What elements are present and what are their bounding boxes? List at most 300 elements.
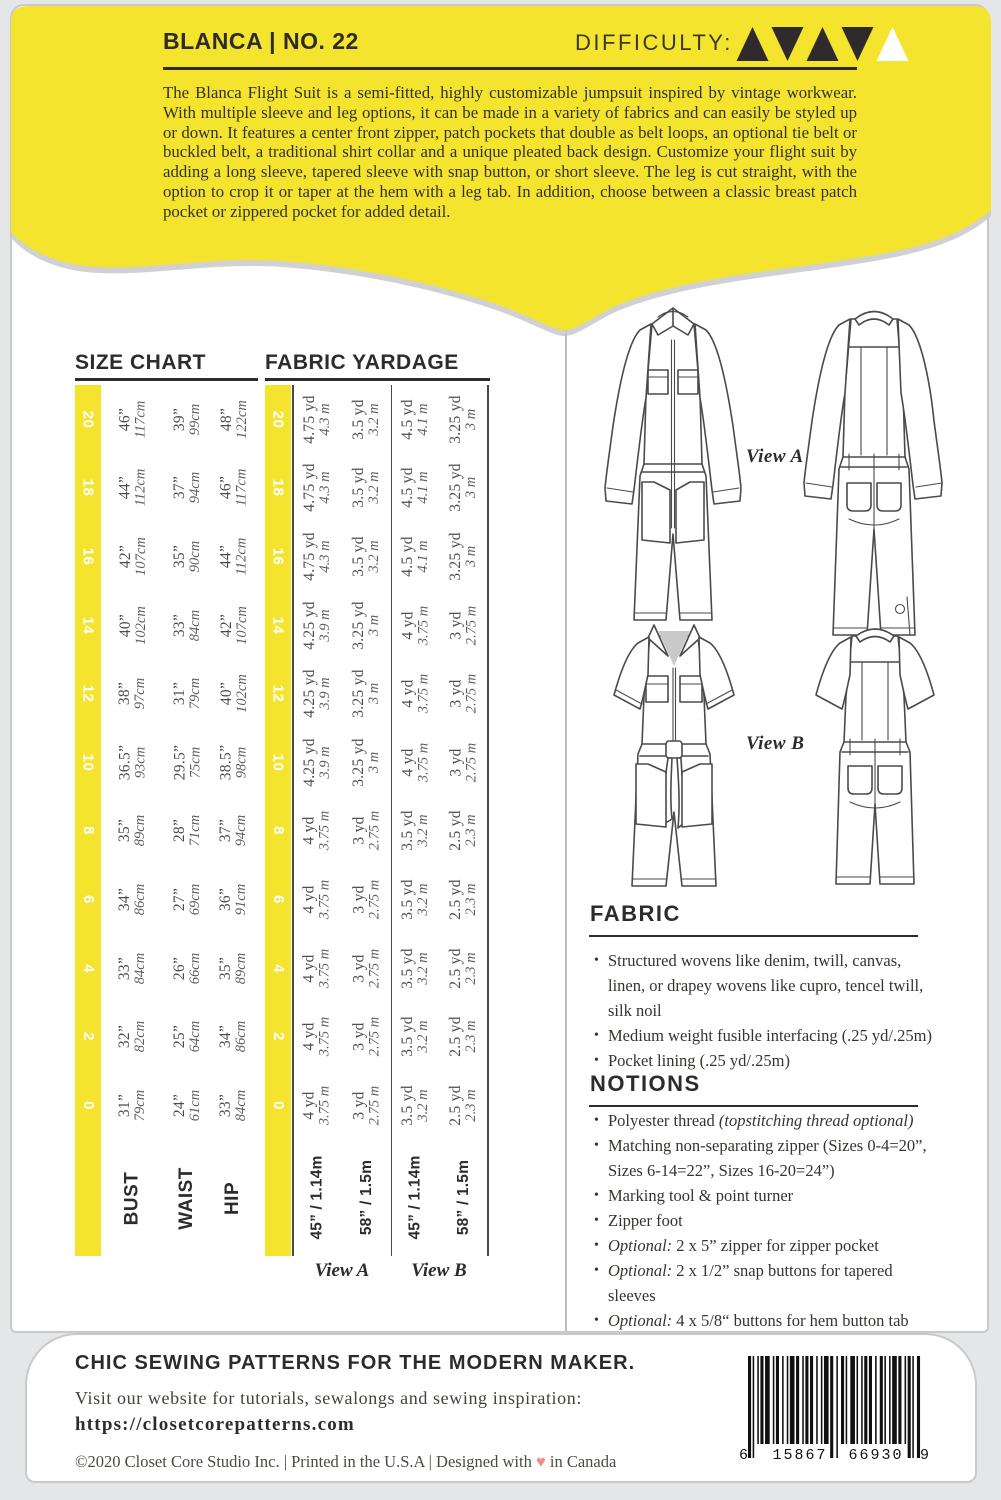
size-chart-size-label [75,1071,101,1140]
value-metric: 3.75 m [415,673,432,714]
yardage-a45-size-6 [292,865,342,934]
cell-text [447,948,480,989]
value-imperial: 42” [116,544,134,569]
cell-text [350,811,383,850]
value-imperial: 33” [116,956,134,980]
yardage-b45-size-8 [391,797,440,866]
cell-text [399,1016,432,1057]
yardage-a45-size-4 [292,934,342,1003]
value-imperial: 31” [171,682,188,706]
value-metric: 79cm [132,1089,149,1121]
value-metric: 3.2 m [415,951,432,985]
notions-section-rule [589,1105,918,1107]
size-chart-size-label [75,865,101,934]
value-imperial: 3 yd [447,679,464,708]
value-metric: 3.9 m [316,746,333,779]
bust-cell-size-4 [101,934,165,1003]
cell-text [301,532,334,581]
size-number: 6 [79,895,97,904]
hip-label: HIP [222,1181,244,1215]
hip-cell-size-12 [210,659,258,728]
yardage-b45-size-2 [391,1002,440,1071]
pattern-description: The Blanca Flight Suit is a semi-fitted, highly customizable jumpsuit inspired by vintage workwear. With multiple sleeve and leg options, it can be made in a variety of fabrics and can easily be styled up or down. It features a center front zipper, patch pockets that double as belt loops, an optional tie belt or buckled belt, a traditional shirt collar and a unique pleated back design. Customize your flight suit by adding a long sleeve, tapered sleeve with snap button, or short sleeve. The leg is cut straight, with the option to crop it or taper at the hem with a leg tab. In addition, choose between a classic breast patch pocket or zippered pocket for added detail. [163,83,857,221]
cell-text [399,399,432,440]
value-metric: 3.9 m [316,608,333,642]
yardage-b58-size-8 [440,797,487,866]
value-imperial: 3 yd [447,748,464,777]
value-imperial: 24” [171,1093,188,1117]
view-a-front-illustration [588,304,758,628]
yardage-b58-size-18 [440,454,487,523]
value-imperial: 46” [217,476,235,500]
yardage-b45-size-16 [391,522,440,591]
value-metric: 84cm [187,609,204,641]
size-number: 18 [79,479,97,497]
cell-text [171,1090,204,1121]
size-number: 10 [79,753,97,772]
bust-cell-size-18 [101,454,165,523]
bust-cell-size-20 [101,385,165,454]
cell-text [301,1086,334,1125]
value-metric: 3 m [463,408,480,430]
heart-icon: ♥ [535,1452,546,1471]
value-imperial: 3 yd [350,1091,367,1120]
barcode-digit-group: 9 [920,1447,930,1464]
cell-text [447,811,480,852]
value-metric: 89cm [132,815,149,847]
value-metric: 3.2 m [415,1020,432,1053]
value-metric: 86cm [132,883,149,916]
cell-text [218,674,251,713]
cell-text [117,745,150,781]
yardage-a58-size-4 [342,934,391,1003]
yardage-size-label [265,865,291,934]
yardage-b58-size-20 [440,385,487,454]
value-metric: 98cm [233,746,250,778]
value-imperial: 3.5 yd [399,1016,417,1057]
value-imperial: 2.5 yd [447,879,465,920]
cell-text [117,815,150,846]
value-metric: 2.3 m [463,1089,480,1122]
value-imperial: 4 yd [300,885,318,914]
size-number: 20 [269,410,287,429]
value-metric: 3.75 m [316,1085,333,1126]
yardage-b58-size-0 [440,1071,487,1140]
value-metric: 89cm [233,952,250,984]
fabric-list [592,948,937,1073]
fabric-bullet: • Structured wovens like denim, twill, canvas, linen, or drapey wovens like cupro, tencel twill, silk noil [592,948,937,1023]
cell-text [350,880,383,919]
value-imperial: 4.75 yd [300,463,318,513]
value-imperial: 3.25 yd [447,394,465,444]
cell-text [399,811,432,852]
cell-text [447,532,480,581]
difficulty-triangle-down [841,26,874,62]
cell-text [350,399,383,440]
cell-text [399,605,432,644]
size-number: 14 [79,616,97,634]
cell-text [301,811,334,850]
cell-text [171,472,204,503]
bust-cell-size-10 [101,728,165,797]
cell-text [447,1016,480,1057]
value-metric: 3.75 m [415,742,432,783]
view-b-58-width-label: 58” / 1.5m [454,1160,472,1236]
size-number: 0 [79,1100,97,1110]
waist-cell-size-14 [165,591,210,660]
value-imperial: 3.25 yd [350,600,367,650]
value-imperial: 35” [217,956,235,980]
value-metric: 79cm [187,677,204,710]
value-imperial: 4 yd [300,816,318,846]
size-number: 6 [269,895,287,904]
value-metric: 122cm [233,399,250,439]
value-metric: 3.2 m [366,403,383,436]
value-metric: 3.9 m [316,677,333,710]
value-metric: 3.2 m [366,540,383,573]
waist-cell-size-6 [165,865,210,934]
value-imperial: 3.25 yd [350,737,367,787]
value-imperial: 44” [116,476,134,500]
fabric-bullet: • Medium weight fusible interfacing (.25 yd/.25m) [592,1023,937,1048]
view-b-label: View B [746,733,805,754]
value-metric: 117cm [233,469,250,507]
cell-text [399,879,432,920]
difficulty-triangle-up [806,26,839,62]
value-imperial: 3.5 yd [350,399,368,440]
waist-label: WAIST [176,1166,198,1230]
value-metric: 3.2 m [366,471,383,505]
yardage-a58-size-0 [342,1071,391,1140]
difficulty-label: DIFFICULTY: [575,30,733,55]
hip-cell-size-8 [210,797,258,866]
cell-text [218,400,251,439]
value-metric: 3 m [366,614,383,636]
value-imperial: 3.5 yd [399,947,417,989]
yardage-a45-size-2 [292,1002,342,1071]
bust-label: BUST [121,1171,143,1225]
yardage-size-label [265,522,291,591]
cell-text [301,880,334,919]
value-imperial: 26” [171,956,188,980]
cell-text [218,952,251,983]
value-imperial: 33” [217,1093,235,1117]
cell-text [399,468,432,509]
footer-url[interactable]: https://closetcorepatterns.com [75,1414,355,1435]
size-chart-size-label [75,934,101,1003]
yardage-a45-size-14 [292,591,342,660]
size-number: 12 [269,684,287,703]
waist-cell-size-12 [165,659,210,728]
value-metric: 3 m [366,751,383,773]
cell-text [171,541,204,572]
value-metric: 3.75 m [415,605,432,645]
yardage-a58-size-20 [342,385,391,454]
cell-text [218,606,251,645]
cell-text [301,395,334,444]
yardage-size-label [265,797,291,866]
value-imperial: 3 yd [350,885,367,914]
value-imperial: 3.5 yd [399,1085,417,1126]
value-metric: 61cm [187,1089,204,1121]
cell-text [117,1021,150,1052]
size-number: 16 [269,547,287,566]
fabric-section-title: FABRIC [590,901,681,926]
yardage-size-label [265,1071,291,1140]
yardage-b45-size-6 [391,865,440,934]
value-imperial: 35” [116,819,134,843]
yardage-a45-size-20 [292,385,342,454]
hip-cell-size-20 [210,385,258,454]
size-chart-size-label [75,385,101,454]
cell-text [350,948,383,987]
cell-text [218,538,251,576]
value-imperial: 4.75 yd [300,532,318,581]
value-metric: 3 m [366,683,383,705]
cell-text [218,1090,251,1121]
yardage-b45-size-0 [391,1071,440,1140]
cell-text [117,1090,150,1121]
value-imperial: 4 yd [399,679,416,708]
yardage-size-label [265,385,291,454]
value-imperial: 28” [171,819,188,843]
cell-text [350,1017,383,1056]
cell-text [301,1017,334,1056]
value-metric: 3 m [463,545,480,568]
value-metric: 2.3 m [463,883,480,916]
value-metric: 102cm [132,605,149,645]
cell-text [218,884,251,915]
value-imperial: 3.5 yd [399,810,417,852]
view-b-45-width-label: 45” / 1.14m [406,1155,424,1241]
cell-text [399,743,432,782]
value-metric: 2.75 m [463,605,480,645]
size-number: 4 [269,963,287,973]
value-metric: 4.1 m [415,471,432,505]
value-metric: 2.75 m [463,673,480,714]
size-number: 10 [269,753,287,772]
yardage-a45-size-0 [292,1071,342,1140]
yardage-b58-size-12 [440,659,487,728]
value-imperial: 34” [217,1025,235,1049]
value-metric: 2.75 m [366,948,383,988]
cell-text [218,469,251,507]
yardage-b45-size-4 [391,934,440,1003]
fabric-yardage-rule [265,378,490,381]
header-rule [163,67,857,70]
value-imperial: 44” [217,544,235,569]
value-imperial: 3 yd [350,816,367,846]
cell-text [447,879,480,920]
yardage-b45-size-10 [391,728,440,797]
value-metric: 2.75 m [366,811,383,851]
value-imperial: 38.5” [217,744,235,781]
value-imperial: 4.5 yd [399,467,417,509]
value-metric: 2.75 m [463,742,480,783]
pattern-title: BLANCA | NO. 22 [163,28,359,54]
size-chart-rule [75,378,258,381]
yardage-b45-size-14 [391,591,440,660]
value-imperial: 3 yd [350,1022,367,1051]
value-imperial: 3.5 yd [350,467,368,509]
waist-cell-size-16 [165,522,210,591]
value-metric: 112cm [233,537,250,576]
cell-text [301,669,334,718]
size-number: 2 [269,1032,287,1042]
value-metric: 94cm [187,472,204,504]
value-imperial: 2.5 yd [447,1016,465,1057]
cell-text [301,464,334,513]
fabric-bullet: • Pocket lining (.25 yd/.25m) [592,1048,937,1073]
footer-headline: CHIC SEWING PATTERNS FOR THE MODERN MAKER. [75,1352,636,1374]
cell-text [399,674,432,713]
yardage-size-label [265,659,291,728]
value-imperial: 4.25 yd [300,669,318,718]
cell-text [301,948,334,987]
value-imperial: 4.25 yd [300,737,318,787]
yardage-size-label [265,591,291,660]
value-metric: 2.3 m [463,814,480,848]
view-b-front-illustration [584,616,764,892]
bust-cell-size-14 [101,591,165,660]
yardage-a58-size-12 [342,659,391,728]
value-metric: 4.3 m [316,403,333,436]
value-imperial: 37” [171,476,188,500]
value-imperial: 3.25 yd [447,532,465,581]
yardage-a58-size-18 [342,454,391,523]
value-imperial: 33” [171,613,188,637]
yardage-b58-size-6 [440,865,487,934]
value-imperial: 4.75 yd [300,394,318,444]
waist-cell-size-10 [165,728,210,797]
value-metric: 84cm [132,952,149,984]
value-imperial: 42” [217,613,235,637]
value-imperial: 38” [116,682,134,706]
value-metric: 66cm [187,952,204,984]
notions-bullet: • Optional: 2 x 1/2” snap buttons for tapered sleeves [592,1258,937,1308]
cell-text [399,536,432,577]
difficulty-rating [736,26,909,62]
value-metric: 4.3 m [316,471,333,504]
value-metric: 84cm [233,1089,250,1121]
value-imperial: 39” [171,407,188,431]
view-a-58-width-label: 58” / 1.5m [357,1160,375,1236]
yardage-a45-size-18 [292,454,342,523]
value-metric: 2.75 m [366,1016,383,1057]
barcode [748,1356,924,1460]
yardage-a45-size-10 [292,728,342,797]
yardage-a45-size-12 [292,659,342,728]
value-imperial: 46” [116,407,134,431]
barcode-digit-group: 6 [739,1447,749,1464]
cell-text [117,884,150,915]
size-number: 8 [79,826,97,836]
size-number: 14 [269,616,287,634]
cell-text [117,678,150,709]
hip-cell-size-2 [210,1002,258,1071]
yardage-a58-size-2 [342,1002,391,1071]
barcode-digit-group: 15867 [772,1447,828,1464]
yardage-size-label [265,454,291,523]
value-imperial: 3.25 yd [447,463,465,513]
value-imperial: 3.5 yd [399,879,417,920]
yardage-a58-size-8 [342,797,391,866]
value-imperial: 3.25 yd [350,669,367,718]
cell-text [171,404,204,435]
value-metric: 3.75 m [316,1016,333,1057]
notions-bullet: • Zipper foot [592,1208,937,1233]
value-metric: 112cm [132,469,149,507]
value-imperial: 4 yd [399,748,416,777]
size-number: 8 [269,826,287,836]
size-number: 18 [269,479,287,497]
yardage-b58-size-2 [440,1002,487,1071]
yardage-b58-size-14 [440,591,487,660]
yardage-view-a-label: View A [314,1260,370,1281]
value-imperial: 36” [217,887,235,912]
yardage-b58-size-4 [440,934,487,1003]
value-imperial: 4.25 yd [300,600,318,650]
footer-copyright: ©2020 Closet Core Studio Inc. | Printed in the U.S.A | Designed with ♥ in Canada [75,1452,617,1471]
value-metric: 2.75 m [366,1085,383,1126]
value-imperial: 29.5” [171,744,188,781]
value-imperial: 4 yd [300,953,318,983]
value-metric: 64cm [187,1020,204,1053]
size-number: 2 [79,1032,97,1042]
fabric-section-rule [589,935,918,937]
yardage-b58-size-16 [440,522,487,591]
value-metric: 3.75 m [316,948,333,988]
difficulty-triangle-up [736,26,769,62]
value-metric: 69cm [187,883,204,916]
size-number: 16 [79,547,97,566]
size-number: 4 [79,963,97,973]
value-metric: 107cm [233,605,250,645]
cell-text [171,952,204,983]
value-imperial: 3 yd [447,610,464,640]
cell-text [171,1021,204,1052]
value-metric: 82cm [132,1020,149,1053]
value-metric: 2.3 m [463,1020,480,1053]
value-metric: 4.1 m [415,403,432,436]
value-imperial: 2.5 yd [447,810,465,852]
value-metric: 4.3 m [316,540,333,573]
value-metric: 107cm [132,537,149,576]
yardage-a58-size-14 [342,591,391,660]
value-metric: 2.75 m [366,879,383,920]
view-a-45-width-label: 45” / 1.14m [308,1155,326,1241]
cell-text [218,815,251,846]
value-metric: 71cm [187,815,204,847]
difficulty-triangle-down [771,26,804,62]
size-number: 20 [79,410,97,429]
cell-text [301,738,334,787]
notions-bullet: • Optional: 2 x 5” zipper for zipper pocket [592,1233,937,1258]
value-imperial: 48” [217,407,235,431]
yardage-view-b-label: View B [411,1260,467,1281]
value-metric: 99cm [187,403,204,435]
size-chart-size-label [75,797,101,866]
size-number: 0 [269,1100,287,1110]
hip-cell-size-18 [210,454,258,523]
value-imperial: 27” [171,887,188,912]
cell-text [117,469,150,507]
cell-text [447,395,480,444]
value-metric: 93cm [132,746,149,778]
value-imperial: 2.5 yd [447,947,465,989]
hip-cell-size-0 [210,1071,258,1140]
cell-text [350,468,383,509]
